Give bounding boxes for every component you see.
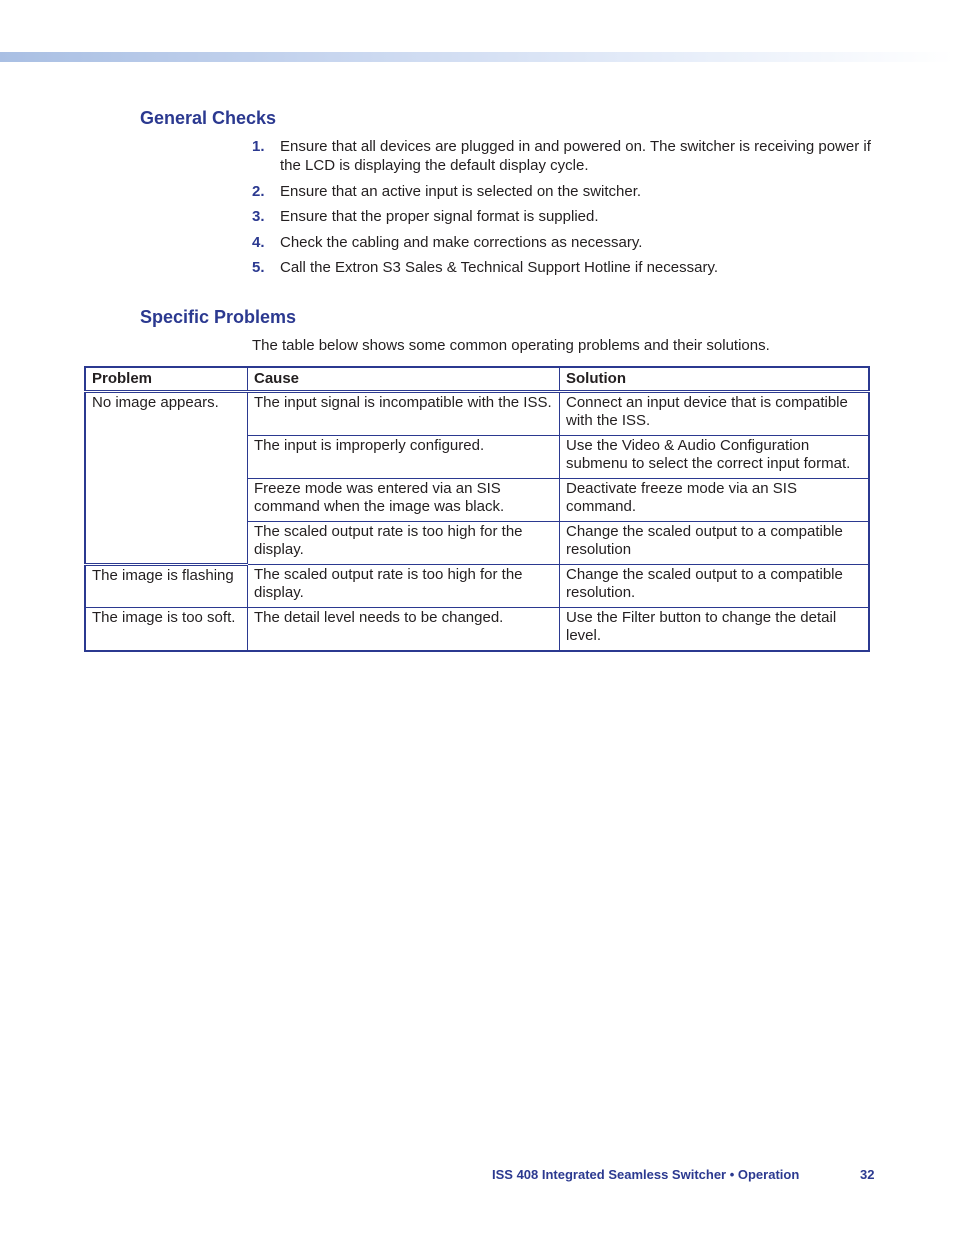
column-header-problem: Problem — [85, 367, 248, 391]
solution-cell: Use the Filter button to change the detail level. — [560, 607, 870, 651]
table-row — [85, 564, 869, 607]
page-number: 32 — [860, 1167, 875, 1182]
list-item — [252, 233, 872, 252]
list-text: Ensure that all devices are plugged in and powered on. The switcher is receiving power if the LCD is displaying the default display cycle. — [280, 138, 871, 174]
solution-cell: Use the Video & Audio Configuration submenu to select the correct input format. — [560, 435, 870, 478]
list-item — [252, 258, 872, 277]
list-text: Check the cabling and make corrections as necessary. — [280, 233, 643, 251]
cause-cell: The scaled output rate is too high for the display. — [248, 564, 560, 607]
general-checks-list — [252, 137, 872, 284]
list-number: 4. — [252, 233, 265, 251]
problem-cell: The image is too soft. — [85, 607, 248, 651]
specific-problems-intro: The table below shows some common operating problems and their solutions. — [252, 337, 770, 354]
general-checks-heading: General Checks — [140, 108, 277, 128]
page-footer — [492, 1167, 875, 1182]
solution-cell: Connect an input device that is compatible with the ISS. — [560, 391, 870, 435]
list-item — [252, 207, 872, 226]
list-item — [252, 137, 872, 175]
troubleshooting-table — [84, 366, 870, 652]
cause-cell: The detail level needs to be changed. — [248, 607, 560, 651]
solution-cell: Deactivate freeze mode via an SIS command. — [560, 478, 870, 521]
table-row — [85, 607, 869, 651]
list-number: 2. — [252, 182, 265, 200]
problem-cell: No image appears. — [85, 391, 248, 564]
list-text: Ensure that the proper signal format is supplied. — [280, 208, 599, 225]
cause-cell: Freeze mode was entered via an SIS command when the image was black. — [248, 478, 560, 521]
problem-cell: The image is flashing — [85, 564, 248, 607]
list-item — [252, 182, 872, 201]
header-band — [0, 52, 954, 62]
column-header-cause: Cause — [248, 367, 560, 391]
specific-problems-heading: Specific Problems — [140, 307, 297, 327]
cause-cell: The input is improperly configured. — [248, 435, 560, 478]
cause-cell: The scaled output rate is too high for the display. — [248, 521, 560, 564]
solution-cell: Change the scaled output to a compatible resolution — [560, 521, 870, 564]
list-number: 1. — [252, 138, 265, 155]
column-header-solution: Solution — [560, 367, 870, 391]
list-text: Ensure that an active input is selected on the switcher. — [280, 182, 642, 200]
list-number: 3. — [252, 208, 265, 225]
list-number: 5. — [252, 259, 265, 276]
solution-cell: Change the scaled output to a compatible resolution. — [560, 564, 870, 607]
cause-cell: The input signal is incompatible with the ISS. — [248, 391, 560, 435]
table-header-row — [85, 367, 869, 391]
footer-title: ISS 408 Integrated Seamless Switcher • Operation — [492, 1167, 800, 1182]
table-row — [85, 391, 869, 435]
list-text: Call the Extron S3 Sales & Technical Support Hotline if necessary. — [280, 259, 719, 276]
